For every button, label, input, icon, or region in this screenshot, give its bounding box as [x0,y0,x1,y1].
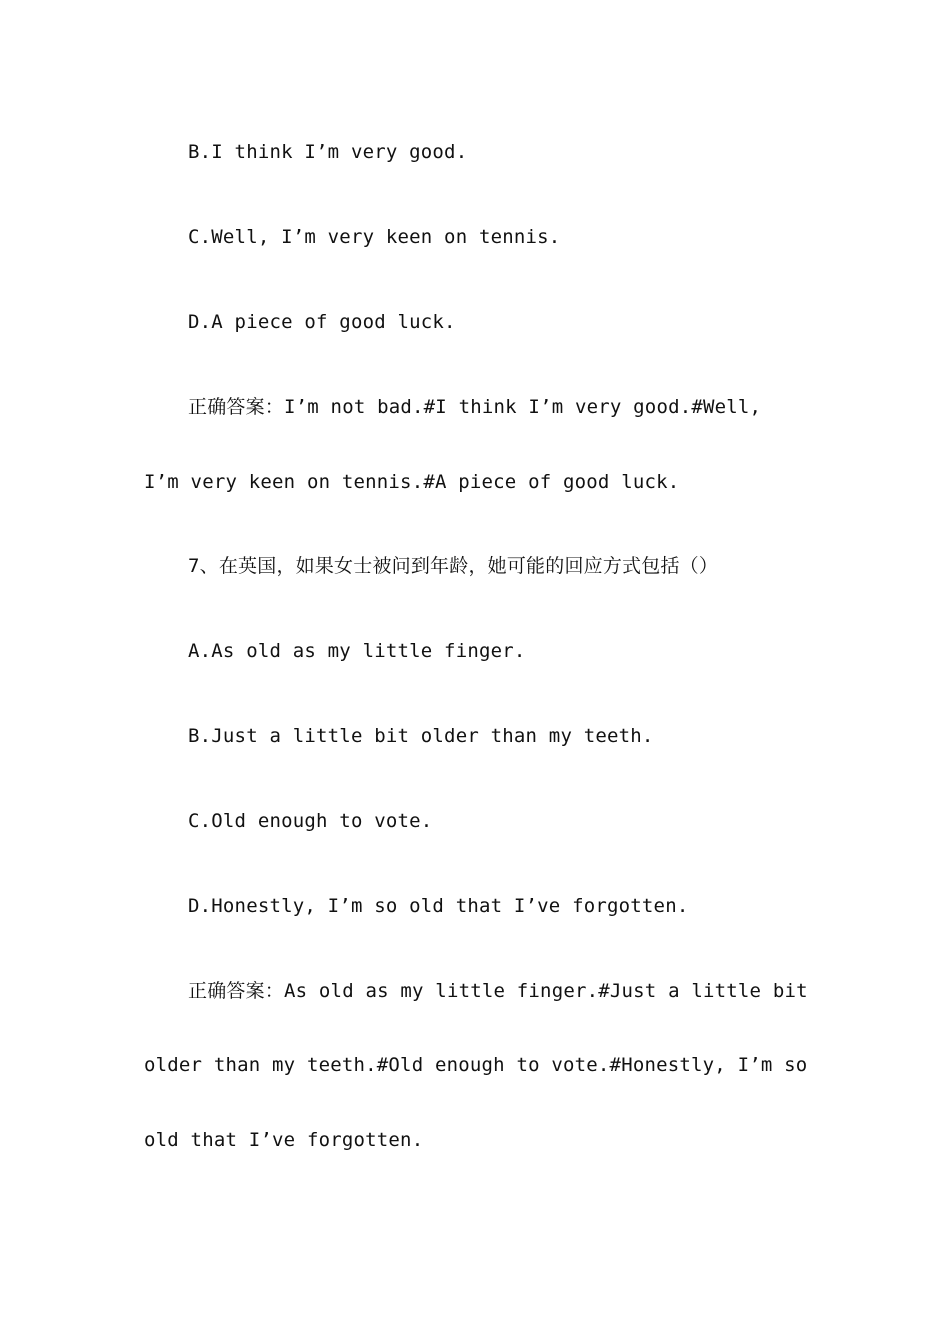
q7-option-d: D.Honestly, I’m so old that I’ve forgotten. [188,895,689,917]
q6-option-c: C.Well, I’m very keen on tennis. [188,226,561,248]
q6-option-d: D.A piece of good luck. [188,311,456,333]
q6-answer-line-1: 正确答案：I’m not bad.#I think I’m very good.#Well, [188,396,762,418]
q7-option-b: B.Just a little bit older than my teeth. [188,725,654,747]
q7-question: 7、在英国，如果女士被问到年龄，她可能的回应方式包括（） [188,555,719,577]
q7-answer-line-1: 正确答案：As old as my little finger.#Just a little bit [188,980,808,1002]
q6-option-b: B.I think I’m very good. [188,141,468,163]
q7-option-c: C.Old enough to vote. [188,810,433,832]
q7-option-a: A.As old as my little finger. [188,640,526,662]
q7-answer-line-3: old that I’ve forgotten. [144,1129,424,1151]
q6-answer-line-2: I’m very keen on tennis.#A piece of good luck. [144,471,680,493]
q7-answer-line-2: older than my teeth.#Old enough to vote.#Honestly, I’m so [144,1054,808,1076]
